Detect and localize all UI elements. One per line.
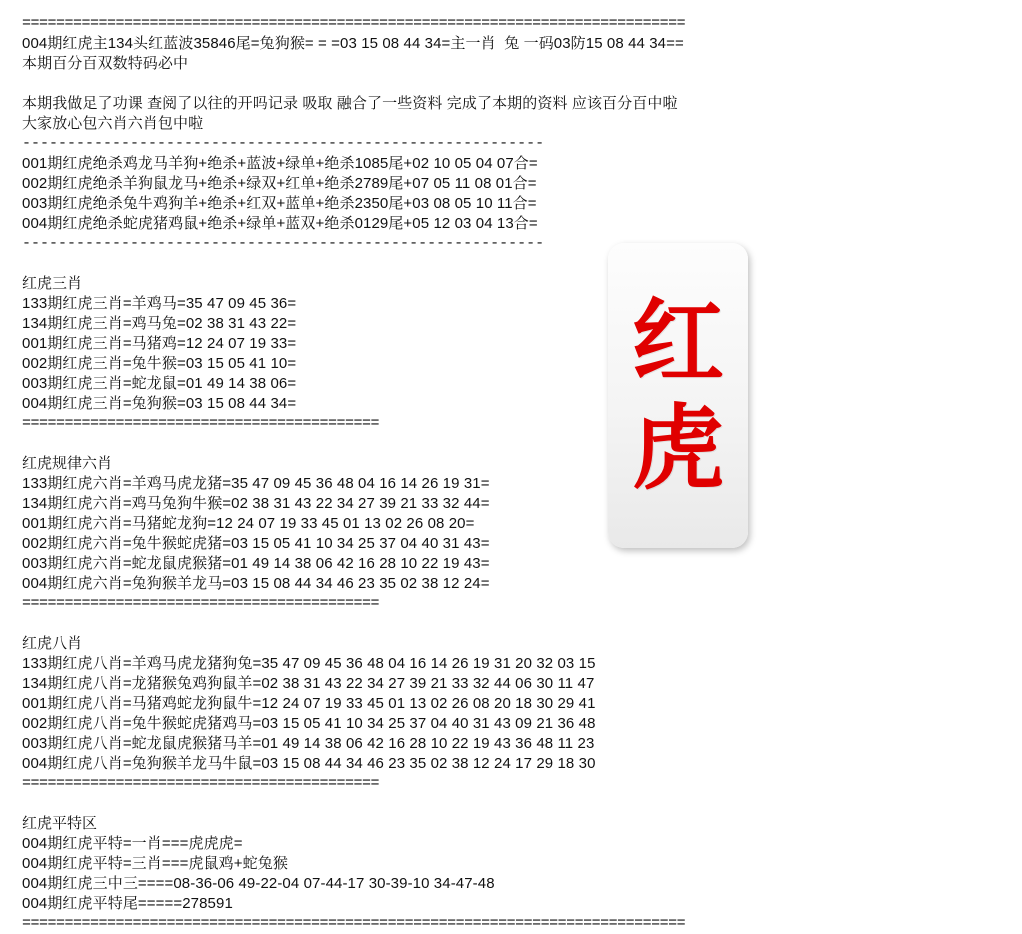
text-line: 002期红虎三肖=兔牛猴=03 15 05 41 10= <box>22 355 297 372</box>
text-line: 大家放心包六肖六肖包中啦 <box>22 115 204 132</box>
text-line: 004期红虎平特=三肖===虎鼠鸡+蛇兔猴 <box>22 855 288 872</box>
text-line: 133期红虎六肖=羊鸡马虎龙猪=35 47 09 45 36 48 04 16 14 26 19 31= <box>22 475 490 492</box>
text-line: 002期红虎八肖=兔牛猴蛇虎猪鸡马=03 15 05 41 10 34 25 37 04 40 31 43 09 21 36 48 <box>22 715 596 732</box>
spacer <box>22 434 1002 454</box>
text-line: 134期红虎三肖=鸡马兔=02 38 31 43 22= <box>22 315 297 332</box>
divider-rule: ========================================== <box>22 775 380 792</box>
divider-rule: ========================================== <box>22 595 380 612</box>
red-tiger-logo-card <box>608 243 748 548</box>
text-body <box>22 14 1002 934</box>
text-line: 001期红虎六肖=马猪蛇龙狗=12 24 07 19 33 45 01 13 02 26 08 20= <box>22 515 475 532</box>
section-title: 红虎八肖 <box>22 635 83 652</box>
spacer <box>22 254 1002 274</box>
text-line: 本期我做足了功课 查阅了以往的开吗记录 吸取 融合了一些资料 完成了本期的资料 应该百分百中啦 <box>22 95 678 112</box>
text-line: 134期红虎六肖=鸡马兔狗牛猴=02 38 31 43 22 34 27 39 21 33 32 44= <box>22 495 490 512</box>
text-line: 004期红虎平特尾=====278591 <box>22 895 233 912</box>
text-line: 001期红虎八肖=马猪鸡蛇龙狗鼠牛=12 24 07 19 33 45 01 13 02 26 08 20 18 30 29 41 <box>22 695 596 712</box>
section-title: 红虎三肖 <box>22 275 83 292</box>
text-line: 001期红虎三肖=马猪鸡=12 24 07 19 33= <box>22 335 297 352</box>
text-line: 004期红虎绝杀蛇虎猪鸡鼠+绝杀+绿单+蓝双+绝杀0129尾+05 12 03 04 13合= <box>22 215 538 232</box>
text-line: 004期红虎八肖=兔狗猴羊龙马牛鼠=03 15 08 44 34 46 23 35 02 38 12 24 17 29 18 30 <box>22 755 596 772</box>
spacer <box>22 74 1002 94</box>
text-line: 001期红虎绝杀鸡龙马羊狗+绝杀+蓝波+绿单+绝杀1085尾+02 10 05 04 07合= <box>22 155 538 172</box>
divider-rule: ---------------------------------------------------------- <box>22 235 545 252</box>
text-line: 002期红虎绝杀羊狗鼠龙马+绝杀+绿双+红单+绝杀2789尾+07 05 11 08 01合= <box>22 175 537 192</box>
logo-character-hu: 虎 <box>631 397 724 500</box>
text-line: 133期红虎八肖=羊鸡马虎龙猪狗兔=35 47 09 45 36 48 04 16 14 26 19 31 20 32 03 15 <box>22 655 596 672</box>
text-line: 133期红虎三肖=羊鸡马=35 47 09 45 36= <box>22 295 297 312</box>
section-title: 红虎规律六肖 <box>22 455 113 472</box>
logo-character-hong: 红 <box>631 291 724 394</box>
text-line: 本期百分百双数特码必中 <box>22 55 189 72</box>
spacer <box>22 794 1002 814</box>
divider-rule: ========================================== <box>22 415 380 432</box>
text-line: 002期红虎六肖=兔牛猴蛇虎猪=03 15 05 41 10 34 25 37 04 40 31 43= <box>22 535 490 552</box>
divider-rule: ============================================================================== <box>22 15 686 32</box>
text-line: 003期红虎八肖=蛇龙鼠虎猴猪马羊=01 49 14 38 06 42 16 28 10 22 19 43 36 48 11 23 <box>22 735 595 752</box>
text-line: 003期红虎三肖=蛇龙鼠=01 49 14 38 06= <box>22 375 297 392</box>
divider-rule: ============================================================================== <box>22 915 686 932</box>
text-line: 004期红虎六肖=兔狗猴羊龙马=03 15 08 44 34 46 23 35 02 38 12 24= <box>22 575 490 592</box>
text-line: 003期红虎六肖=蛇龙鼠虎猴猪=01 49 14 38 06 42 16 28 10 22 19 43= <box>22 555 490 572</box>
text-line: 004期红虎三肖=兔狗猴=03 15 08 44 34= <box>22 395 297 412</box>
text-line: 003期红虎绝杀兔牛鸡狗羊+绝杀+红双+蓝单+绝杀2350尾+03 08 05 10 11合= <box>22 195 537 212</box>
text-line: 004期红虎平特=一肖===虎虎虎= <box>22 835 243 852</box>
text-line: 134期红虎八肖=龙猪猴兔鸡狗鼠羊=02 38 31 43 22 34 27 39 21 33 32 44 06 30 11 47 <box>22 675 595 692</box>
spacer <box>22 614 1002 634</box>
section-title: 红虎平特区 <box>22 815 98 832</box>
text-line: 004期红虎主134头红蓝波35846尾=兔狗猴= = =03 15 08 44 34=主一肖 兔 一码03防15 08 44 34== <box>22 35 684 52</box>
divider-rule: ---------------------------------------------------------- <box>22 135 545 152</box>
text-line: 004期红虎三中三====08-36-06 49-22-04 07-44-17 30-39-10 34-47-48 <box>22 875 495 892</box>
